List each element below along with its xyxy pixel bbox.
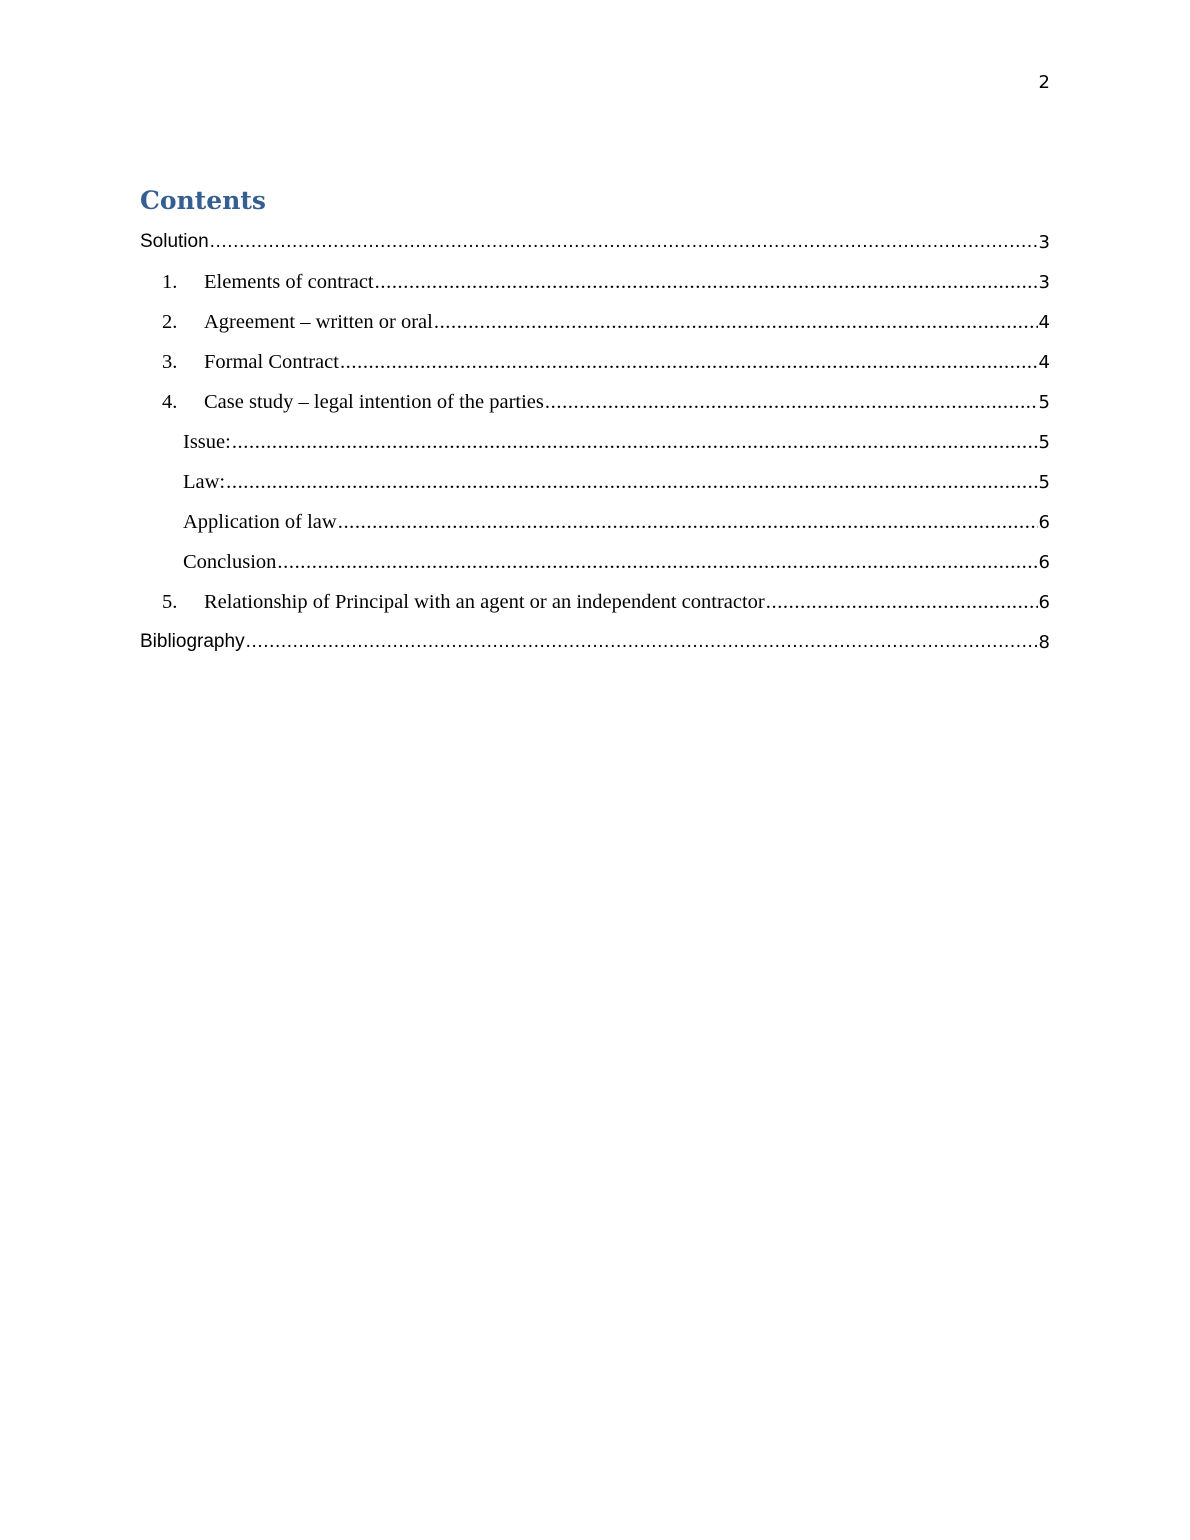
toc-entry-label: Law: [183, 470, 226, 493]
page-number: 2 [1038, 72, 1050, 93]
toc-entry-page: 8 [1038, 631, 1050, 653]
toc-dot-leader [434, 311, 1038, 334]
toc-title: Contents [140, 186, 267, 215]
toc-entry-application-of-law[interactable] [140, 502, 1050, 542]
toc-entry-label: Application of law [183, 510, 337, 533]
toc-entry-page: 6 [1038, 591, 1050, 613]
toc-entry-label: Relationship of Principal with an agent or an independent contractor [204, 590, 765, 613]
toc-entry-page: 3 [1038, 231, 1050, 253]
toc-dot-leader [277, 551, 1037, 574]
toc-dot-leader [375, 271, 1038, 294]
toc-entry-solution[interactable] [140, 222, 1050, 262]
toc-dot-leader [340, 351, 1038, 374]
toc-entry-conclusion[interactable] [140, 542, 1050, 582]
toc-entry-number: 1. [162, 270, 178, 293]
toc-entry-label: Elements of contract [204, 270, 374, 293]
toc-dot-leader [226, 471, 1037, 494]
toc-entry-number: 2. [162, 310, 178, 333]
toc-entry-label: Formal Contract [204, 350, 339, 373]
toc-entry-page: 5 [1038, 391, 1050, 413]
toc-entry-issue[interactable] [140, 422, 1050, 462]
toc-entry-elements-of-contract[interactable] [140, 262, 1050, 302]
toc-entry-label: Solution [140, 231, 209, 252]
toc-dot-leader [766, 591, 1038, 614]
toc-entry-page: 6 [1038, 511, 1050, 533]
toc-entry-case-study[interactable] [140, 382, 1050, 422]
toc-entry-agreement[interactable] [140, 302, 1050, 342]
toc-entry-page: 3 [1038, 271, 1050, 293]
toc-entry-relationship[interactable] [140, 582, 1050, 622]
toc-entry-label: Case study – legal intention of the parties [204, 390, 544, 413]
toc-entry-formal-contract[interactable] [140, 342, 1050, 382]
toc-entry-number: 5. [162, 590, 178, 613]
toc-entry-page: 6 [1038, 551, 1050, 573]
toc-entry-label: Conclusion [183, 550, 277, 573]
toc-entry-label: Bibliography [140, 631, 245, 652]
toc-entry-bibliography[interactable] [140, 622, 1050, 662]
toc-entry-number: 3. [162, 350, 178, 373]
toc-dot-leader [338, 511, 1038, 534]
toc-dot-leader [210, 231, 1038, 253]
toc-dot-leader [232, 431, 1038, 454]
toc-entry-page: 4 [1038, 351, 1050, 373]
toc-entry-page: 5 [1038, 431, 1050, 453]
toc-entry-page: 5 [1038, 471, 1050, 493]
toc-entry-law[interactable] [140, 462, 1050, 502]
toc-dot-leader [545, 391, 1038, 414]
toc-entry-page: 4 [1038, 311, 1050, 333]
toc-entry-number: 4. [162, 390, 178, 413]
toc-dot-leader [246, 631, 1038, 653]
toc-entry-label: Issue: [183, 430, 231, 453]
table-of-contents [140, 222, 1050, 662]
toc-entry-label: Agreement – written or oral [204, 310, 433, 333]
